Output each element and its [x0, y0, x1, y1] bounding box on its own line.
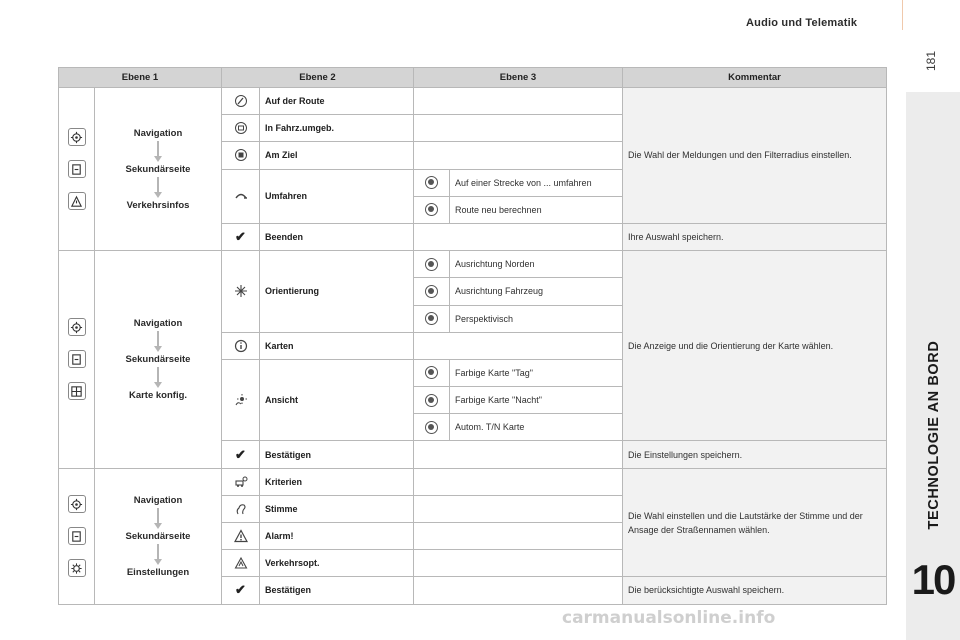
alarm-warning-icon	[222, 523, 260, 550]
traffic-options-icon	[222, 550, 260, 577]
path-step: Navigation	[133, 494, 183, 506]
level1-path-cell	[95, 251, 222, 469]
level2-item[interactable]: Beenden	[260, 223, 414, 250]
empty-cell	[414, 468, 623, 495]
map-config-icon	[68, 382, 86, 400]
empty-cell	[414, 88, 623, 115]
navigation-icon	[68, 495, 86, 513]
comment-cell: Ihre Auswahl speichern.	[623, 223, 887, 250]
level3-option[interactable]: Route neu berechnen	[450, 196, 623, 223]
comment-cell: Die Wahl der Meldungen und den Filterradius einstellen.	[623, 88, 887, 224]
arrow-down-icon	[157, 331, 159, 346]
secondary-page-icon	[68, 527, 86, 545]
empty-cell	[414, 441, 623, 468]
compass-orientation-icon	[222, 251, 260, 333]
path-step: Einstellungen	[126, 566, 190, 578]
level3-option[interactable]: Ausrichtung Norden	[450, 251, 623, 278]
column-header-ebene-1: Ebene 1	[59, 68, 222, 88]
level2-item[interactable]: Verkehrsopt.	[260, 550, 414, 577]
level3-option[interactable]: Ausrichtung Fahrzeug	[450, 278, 623, 305]
level1-icons-cell	[59, 468, 95, 604]
level1-icons-cell	[59, 88, 95, 251]
arrow-down-icon	[157, 177, 159, 192]
voice-icon	[222, 495, 260, 522]
comment-cell: Die Einstellungen speichern.	[623, 441, 887, 468]
day-night-icon	[222, 359, 260, 441]
menu-table-wrapper	[58, 67, 886, 605]
header-rule	[902, 0, 903, 30]
level2-item[interactable]: Kriterien	[260, 468, 414, 495]
path-step: Sekundärseite	[125, 530, 191, 542]
info-map-icon	[222, 332, 260, 359]
empty-cell	[414, 577, 623, 604]
empty-cell	[414, 332, 623, 359]
secondary-page-icon	[68, 350, 86, 368]
level2-item[interactable]: Auf der Route	[260, 88, 414, 115]
secondary-page-icon	[68, 160, 86, 178]
option-radio-icon[interactable]	[414, 305, 450, 332]
empty-cell	[414, 495, 623, 522]
option-radio-icon[interactable]	[414, 169, 450, 196]
menu-table	[58, 67, 887, 605]
level2-item[interactable]: Orientierung	[260, 251, 414, 333]
arrow-down-icon	[157, 508, 159, 523]
arrow-down-icon	[157, 367, 159, 382]
arrow-down-icon	[157, 544, 159, 559]
comment-cell: Die Anzeige und die Orientierung der Karte wählen.	[623, 251, 887, 441]
level2-item[interactable]: Bestätigen	[260, 441, 414, 468]
arrow-down-icon	[157, 141, 159, 156]
path-step: Navigation	[133, 127, 183, 139]
vehicle-surroundings-icon	[222, 115, 260, 142]
column-header-ebene-2: Ebene 2	[222, 68, 414, 88]
route-icon	[222, 88, 260, 115]
detour-icon	[222, 169, 260, 223]
path-step: Verkehrsinfos	[126, 199, 190, 211]
level2-item[interactable]: Umfahren	[260, 169, 414, 223]
empty-cell	[414, 223, 623, 250]
empty-cell	[414, 115, 623, 142]
page-header-title: Audio und Telematik	[746, 17, 858, 29]
table-header-row	[59, 68, 887, 88]
navigation-icon	[68, 128, 86, 146]
path-step: Navigation	[133, 317, 183, 329]
level2-item[interactable]: In Fahrz.umgeb.	[260, 115, 414, 142]
empty-cell	[414, 523, 623, 550]
chapter-side-label-text: TECHNOLOGIE AN BORD	[926, 340, 942, 530]
option-radio-icon[interactable]	[414, 387, 450, 414]
level3-option[interactable]: Perspektivisch	[450, 305, 623, 332]
comment-cell: Die Wahl einstellen und die Lautstärke der Stimme und der Ansage der Straßennamen wählen.	[623, 468, 887, 577]
level2-item[interactable]: Am Ziel	[260, 142, 414, 169]
destination-flag-icon	[222, 142, 260, 169]
level2-item[interactable]: Alarm!	[260, 523, 414, 550]
page-number: 181	[924, 50, 938, 72]
option-radio-icon[interactable]	[414, 196, 450, 223]
comment-cell: Die berücksichtigte Auswahl speichern.	[623, 577, 887, 604]
option-radio-icon[interactable]	[414, 278, 450, 305]
table-row	[59, 468, 887, 495]
column-header-ebene-3: Ebene 3	[414, 68, 623, 88]
level2-item[interactable]: Ansicht	[260, 359, 414, 441]
level3-option[interactable]: Autom. T/N Karte	[450, 414, 623, 441]
option-radio-icon[interactable]	[414, 251, 450, 278]
level1-path-cell	[95, 468, 222, 604]
option-radio-icon[interactable]	[414, 359, 450, 386]
level1-path-cell	[95, 88, 222, 251]
table-row	[59, 88, 887, 115]
criteria-icon	[222, 468, 260, 495]
level3-option[interactable]: Farbige Karte "Tag"	[450, 359, 623, 386]
traffic-info-icon	[68, 192, 86, 210]
settings-gear-icon	[68, 559, 86, 577]
option-radio-icon[interactable]	[414, 414, 450, 441]
column-header-kommentar: Kommentar	[623, 68, 887, 88]
checkmark-icon: ✔	[222, 223, 260, 250]
checkmark-icon: ✔	[222, 441, 260, 468]
chapter-number: 10	[911, 556, 955, 603]
path-step: Sekundärseite	[125, 163, 191, 175]
table-row	[59, 251, 887, 278]
level2-item[interactable]: Stimme	[260, 495, 414, 522]
path-step: Karte konfig.	[128, 389, 188, 401]
path-step: Sekundärseite	[125, 353, 191, 365]
empty-cell	[414, 142, 623, 169]
checkmark-icon: ✔	[222, 577, 260, 604]
level3-option[interactable]: Auf einer Strecke von ... umfahren	[450, 169, 623, 196]
level3-option[interactable]: Farbige Karte "Nacht"	[450, 387, 623, 414]
level1-icons-cell	[59, 251, 95, 469]
watermark: carmanualsonline.info	[562, 608, 776, 628]
navigation-icon	[68, 318, 86, 336]
level2-item[interactable]: Bestätigen	[260, 577, 414, 604]
level2-item[interactable]: Karten	[260, 332, 414, 359]
empty-cell	[414, 550, 623, 577]
